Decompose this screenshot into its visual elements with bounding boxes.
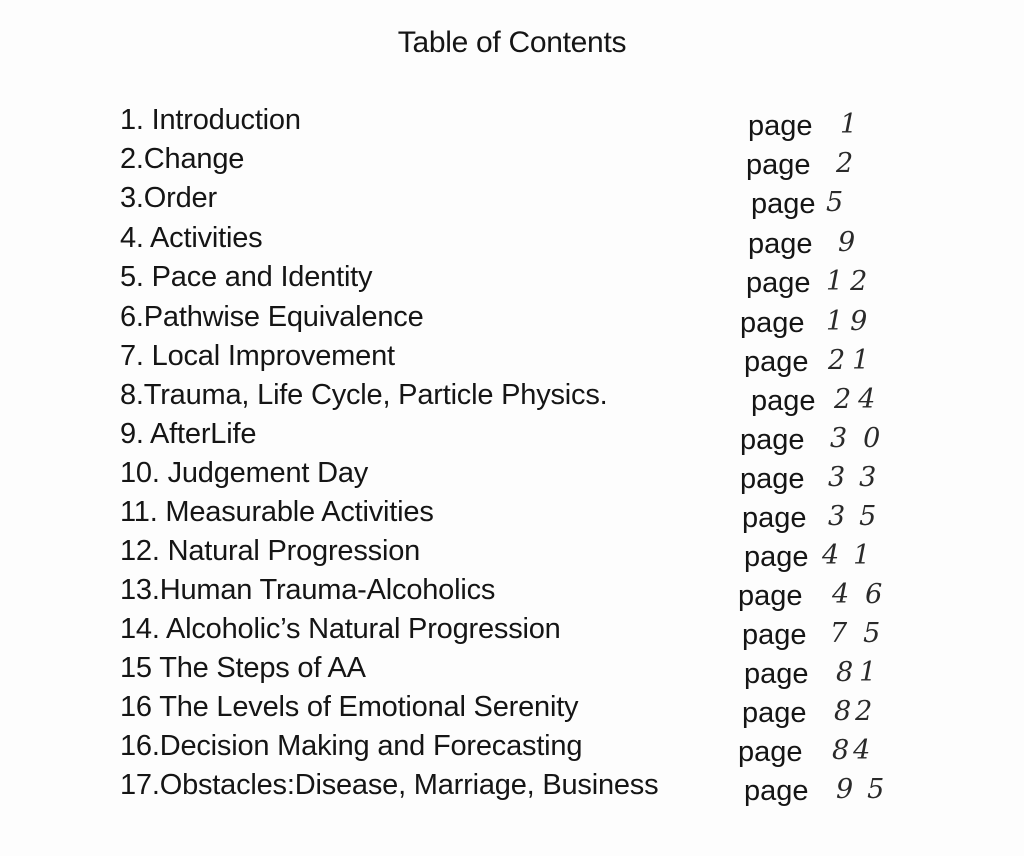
toc-page-number: 24 — [834, 384, 883, 415]
toc-page-label: page — [738, 580, 803, 612]
toc-entry-title: 4. Activities — [120, 222, 263, 254]
toc-page-label: page — [746, 267, 811, 299]
toc-entry-title: 15 The Steps of AA — [120, 652, 366, 684]
toc-entry — [0, 417, 1024, 457]
toc-entry-title: 17.Obstacles:Disease, Marriage, Business — [120, 769, 659, 801]
toc-entry — [0, 103, 1024, 143]
toc-page-label: page — [744, 775, 809, 807]
toc-entry — [0, 729, 1024, 769]
toc-entry-title: 10. Judgement Day — [120, 457, 369, 489]
toc-entry — [0, 495, 1024, 535]
toc-entry — [0, 142, 1024, 182]
toc-entry-title: 9. AfterLife — [120, 418, 257, 450]
toc-entry-title: 16.Decision Making and Forecasting — [120, 730, 583, 762]
toc-page-number: 35 — [828, 501, 891, 532]
toc-page-number: 1 — [840, 109, 865, 140]
document-title: Table of Contents — [397, 26, 627, 59]
toc-entry-title: 14. Alcoholic’s Natural Progression — [120, 613, 561, 645]
toc-entry-title: 7. Local Improvement — [120, 340, 395, 372]
toc-page-label: page — [748, 228, 813, 260]
toc-entry — [0, 300, 1024, 340]
toc-page-number: 5 — [826, 187, 851, 218]
toc-page-number: 81 — [836, 657, 883, 688]
toc-entry — [0, 181, 1024, 221]
toc-page-label: page — [744, 658, 809, 690]
toc-page-number: 75 — [830, 618, 897, 649]
toc-page-label: page — [742, 697, 807, 729]
toc-page-number: 21 — [828, 345, 877, 376]
toc-page-label: page — [751, 385, 816, 417]
toc-page-number: 95 — [836, 774, 899, 805]
toc-entry — [0, 260, 1024, 300]
toc-entry-title: 8.Trauma, Life Cycle, Particle Physics. — [120, 379, 608, 411]
toc-entry — [0, 534, 1024, 574]
toc-page-label: page — [748, 110, 813, 142]
toc-page-label: page — [740, 307, 805, 339]
toc-page-label: page — [742, 619, 807, 651]
toc-page-number: 30 — [830, 423, 897, 454]
toc-entry — [0, 612, 1024, 652]
toc-entry — [0, 573, 1024, 613]
toc-entry-title: 13.Human Trauma-Alcoholics — [120, 574, 496, 606]
toc-entry-title: 2.Change — [120, 143, 245, 175]
toc-page-number: 84 — [832, 735, 875, 766]
toc-page-number: 33 — [828, 462, 891, 493]
toc-page-label: page — [744, 346, 809, 378]
toc-page-label: page — [744, 541, 809, 573]
toc-page-number: 2 — [836, 148, 861, 179]
toc-page-label: page — [751, 188, 816, 220]
toc-entry — [0, 768, 1024, 808]
toc-page-label: page — [738, 736, 803, 768]
toc-page-label: page — [742, 502, 807, 534]
toc-page-number: 12 — [826, 266, 875, 297]
toc-entry-title: 6.Pathwise Equivalence — [120, 301, 424, 333]
toc-page-number: 41 — [822, 540, 885, 571]
toc-entry-title: 5. Pace and Identity — [120, 261, 373, 293]
toc-page-number: 9 — [838, 227, 863, 258]
toc-page-label: page — [740, 463, 805, 495]
toc-page-number: 46 — [832, 579, 899, 610]
toc-entry — [0, 378, 1024, 418]
toc-entry-title: 16 The Levels of Emotional Serenity — [120, 691, 579, 723]
toc-page-number: 19 — [826, 306, 875, 337]
toc-page-number: 82 — [834, 696, 877, 727]
toc-page-label: page — [746, 149, 811, 181]
toc-entry — [0, 456, 1024, 496]
toc-entry-title: 12. Natural Progression — [120, 535, 421, 567]
toc-page-label: page — [740, 424, 805, 456]
toc-entry — [0, 651, 1024, 691]
toc-entry-title: 11. Measurable Activities — [120, 496, 434, 528]
toc-entry — [0, 339, 1024, 379]
toc-entry — [0, 221, 1024, 261]
toc-entry — [0, 690, 1024, 730]
toc-entry-title: 3.Order — [120, 182, 217, 214]
toc-entry-title: 1. Introduction — [120, 104, 301, 136]
